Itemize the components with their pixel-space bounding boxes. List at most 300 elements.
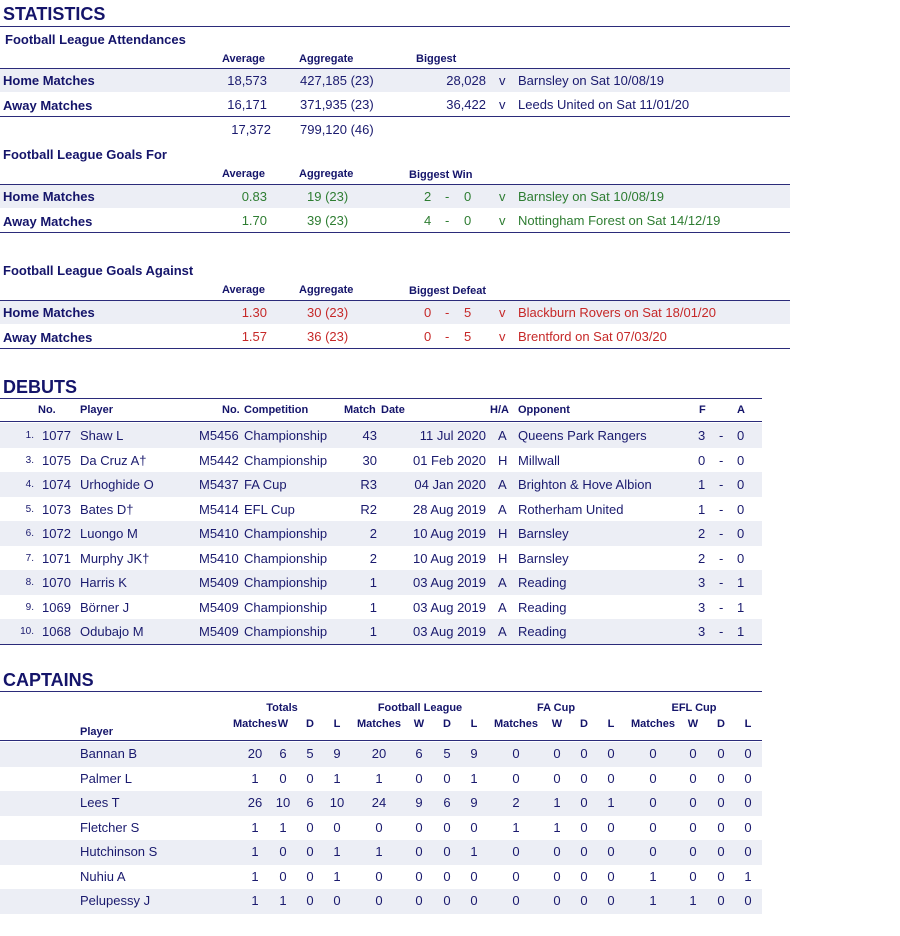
- stat-value: 0: [649, 795, 657, 810]
- opponent: Queens Park Rangers: [518, 428, 647, 443]
- stat-value: 10: [275, 795, 291, 810]
- average-value: 0.83: [241, 189, 267, 204]
- stat-value: 9: [470, 795, 478, 810]
- subheader-d: D: [443, 718, 451, 730]
- home-away: A: [498, 501, 507, 517]
- stat-value: 0: [744, 795, 752, 810]
- row-index: 4.: [25, 479, 34, 490]
- player-name: Da Cruz A†: [80, 452, 147, 468]
- stat-value: 0: [580, 819, 588, 835]
- score-dash: -: [719, 624, 724, 639]
- stat-value: 0: [717, 795, 725, 810]
- stat-value: 0: [607, 893, 615, 908]
- player-number: 1070: [42, 575, 71, 590]
- goals-for-average-header: Average: [222, 168, 266, 180]
- stat-value: 1: [607, 795, 615, 810]
- versus: v: [499, 213, 506, 228]
- match-detail: Nottingham Forest on Sat 14/12/19: [518, 213, 721, 228]
- home-away: H: [498, 452, 508, 468]
- captain-name: Nuhiu A: [80, 868, 126, 884]
- stat-value: 2: [512, 795, 520, 810]
- player-name: Odubajo M: [80, 624, 144, 639]
- stat-value: 0: [512, 893, 520, 908]
- attendance-biggest-header: Biggest: [416, 53, 457, 65]
- attendance-row-band: [0, 69, 790, 92]
- opponent: Rotherham United: [518, 501, 624, 517]
- subheader-matches: Matches: [232, 718, 278, 730]
- stat-value: 6: [279, 746, 287, 761]
- score-dash: -: [719, 526, 724, 541]
- stat-value: 0: [717, 770, 725, 786]
- stat-value: 9: [333, 746, 341, 761]
- subheader-l: L: [607, 718, 615, 730]
- header-f: F: [699, 404, 706, 416]
- stat-value: 0: [512, 770, 520, 786]
- stat-value: 0: [744, 893, 752, 908]
- stat-value: 1: [649, 868, 657, 884]
- stat-value: 0: [470, 893, 478, 908]
- stat-value: 0: [415, 819, 423, 835]
- home-away: H: [498, 526, 508, 541]
- row-index: 3.: [25, 454, 34, 466]
- match-number: M5409: [199, 624, 239, 639]
- score-for: 3: [698, 599, 706, 615]
- player-name: Urhoghide O: [80, 477, 154, 492]
- aggregate-value: 427,185 (23): [300, 73, 374, 88]
- match-round: 1: [369, 599, 377, 615]
- score-against: 0: [737, 526, 745, 541]
- stat-value: 1: [333, 844, 341, 859]
- match-detail: Barnsley on Sat 10/08/19: [518, 189, 664, 204]
- match-round: 1: [369, 575, 377, 590]
- home-away: A: [498, 575, 507, 590]
- header-ha: H/A: [490, 404, 509, 416]
- stat-value: 0: [415, 868, 423, 884]
- stat-value: 0: [306, 770, 314, 786]
- stat-value: 0: [580, 795, 588, 810]
- row-index: 1.: [25, 430, 34, 441]
- opponent: Reading: [518, 575, 567, 590]
- debuts-header-rule: [0, 421, 762, 422]
- competition: EFL Cup: [244, 501, 295, 517]
- score-against: 0: [737, 501, 745, 517]
- stat-value: 0: [689, 844, 697, 859]
- player-name: Börner J: [80, 599, 130, 615]
- row-label: Away Matches: [3, 330, 93, 345]
- row-index: 5.: [25, 503, 34, 515]
- header-opponent: Opponent: [518, 404, 570, 416]
- stat-value: 0: [607, 844, 615, 859]
- match-date: 03 Aug 2019: [412, 575, 486, 590]
- score-against: 0: [737, 428, 745, 443]
- stat-value: 0: [512, 844, 520, 859]
- debuts-title: DEBUTS: [3, 377, 78, 397]
- player-number: 1071: [42, 550, 71, 566]
- match-date: 28 Aug 2019: [412, 501, 486, 517]
- subheader-d: D: [580, 718, 588, 730]
- player-number: 1073: [42, 501, 71, 517]
- competition: Championship: [244, 624, 328, 639]
- stat-value: 0: [443, 844, 451, 859]
- score-dash: -: [719, 428, 724, 443]
- match-round: 2: [369, 526, 377, 541]
- competition: Championship: [244, 599, 328, 615]
- match-round: R2: [360, 501, 377, 517]
- aggregate-value: 30 (23): [307, 305, 349, 320]
- player-number: 1072: [42, 526, 71, 541]
- stat-value: 0: [607, 770, 615, 786]
- score-dash: -: [719, 452, 724, 468]
- score-dash: -: [719, 501, 724, 517]
- aggregate-value: 36 (23): [307, 329, 349, 344]
- stat-value: 0: [306, 844, 314, 859]
- stat-value: 0: [306, 893, 314, 908]
- stat-value: 0: [580, 770, 588, 786]
- stat-value: 0: [512, 868, 520, 884]
- home-away: A: [498, 477, 507, 492]
- stat-value: 0: [553, 746, 561, 761]
- stat-value: 0: [279, 868, 287, 884]
- stat-value: 0: [333, 819, 341, 835]
- row-index: 6.: [25, 528, 34, 539]
- captain-name: Bannan B: [80, 746, 138, 761]
- goals-against-aggregate-header: Aggregate: [299, 284, 354, 296]
- stat-value: 1: [375, 770, 383, 786]
- stat-value: 0: [689, 795, 697, 810]
- stat-value: 0: [375, 868, 383, 884]
- match-date: 10 Aug 2019: [412, 550, 486, 566]
- average-value: 18,573: [227, 73, 267, 88]
- stat-value: 0: [279, 770, 287, 786]
- stat-value: 0: [306, 868, 314, 884]
- stat-value: 0: [470, 868, 478, 884]
- stat-value: 0: [744, 770, 752, 786]
- stat-value: 0: [375, 819, 383, 835]
- stat-value: 0: [607, 746, 615, 761]
- goals-against-average-header: Average: [222, 284, 266, 296]
- header-player: Player: [80, 404, 114, 416]
- match-number: M5409: [199, 599, 239, 615]
- match-number: M5410: [199, 550, 239, 566]
- stat-value: 0: [744, 844, 752, 859]
- player-number: 1074: [42, 477, 71, 492]
- average-value: 1.30: [241, 305, 267, 320]
- goals-against-title: Football League Goals Against: [3, 263, 194, 278]
- group-efl-cup: EFL Cup: [671, 702, 717, 714]
- score-against: 5: [464, 305, 472, 320]
- home-away: A: [498, 428, 507, 443]
- match-round: 43: [362, 428, 377, 443]
- goals-against-biggest-header: Biggest Defeat: [409, 285, 487, 297]
- subheader-matches: Matches: [493, 718, 539, 730]
- score-dash: -: [445, 305, 450, 320]
- score-for: 3: [698, 624, 706, 639]
- score-against: 5: [464, 329, 472, 344]
- stat-value: 0: [689, 746, 697, 761]
- match-round: 2: [369, 550, 377, 566]
- score-for: 4: [424, 213, 432, 228]
- score-dash: -: [719, 550, 724, 566]
- score-for: 2: [698, 550, 706, 566]
- average-value: 1.57: [241, 329, 267, 344]
- competition: Championship: [244, 428, 328, 443]
- attendance-average-header: Average: [222, 53, 266, 65]
- stat-value: 0: [443, 868, 451, 884]
- stat-value: 0: [553, 770, 561, 786]
- stat-value: 1: [553, 819, 561, 835]
- opponent: Reading: [518, 624, 567, 639]
- stat-value: 0: [443, 893, 451, 908]
- stat-value: 6: [443, 795, 451, 810]
- captain-name: Pelupessy J: [80, 893, 151, 908]
- stat-value: 0: [717, 819, 725, 835]
- versus: v: [499, 305, 506, 320]
- stat-value: 1: [553, 795, 561, 810]
- captains-title: CAPTAINS: [3, 670, 94, 690]
- stat-value: 6: [306, 795, 314, 810]
- stat-value: 0: [415, 844, 423, 859]
- subheader-matches: Matches: [630, 718, 676, 730]
- versus: v: [499, 73, 506, 88]
- match-detail: Barnsley on Sat 10/08/19: [518, 73, 664, 88]
- aggregate-value: 39 (23): [307, 213, 349, 228]
- aggregate-value: 19 (23): [307, 189, 349, 204]
- header-player: Player: [80, 726, 114, 738]
- group-football-league: Football League: [377, 702, 463, 714]
- stat-value: 1: [512, 819, 520, 835]
- stat-value: 0: [744, 746, 752, 761]
- stat-value: 1: [744, 868, 752, 884]
- stat-value: 0: [553, 844, 561, 859]
- match-round: 1: [369, 624, 377, 639]
- versus: v: [499, 97, 506, 112]
- stat-value: 0: [689, 868, 697, 884]
- player-number: 1068: [42, 624, 71, 639]
- captains-header-rule: [0, 740, 762, 741]
- header-competition: Competition: [244, 404, 309, 416]
- stat-value: 1: [279, 819, 287, 835]
- stat-value: 0: [607, 868, 615, 884]
- score-against: 0: [464, 213, 472, 228]
- stat-value: 5: [306, 746, 314, 761]
- row-index: 7.: [25, 552, 34, 564]
- player-name: Shaw L: [80, 428, 124, 443]
- stat-value: 1: [251, 819, 259, 835]
- row-label: Home Matches: [3, 73, 95, 88]
- attendance-aggregate-header: Aggregate: [299, 53, 354, 65]
- stat-value: 20: [371, 746, 387, 761]
- stat-value: 0: [649, 819, 657, 835]
- opponent: Barnsley: [518, 550, 569, 566]
- subheader-w: W: [413, 718, 425, 730]
- stat-value: 0: [717, 868, 725, 884]
- score-for: 0: [424, 305, 432, 320]
- aggregate-value: 371,935 (23): [300, 97, 374, 112]
- stat-value: 0: [580, 746, 588, 761]
- stat-value: 0: [415, 893, 423, 908]
- score-for: 2: [424, 189, 432, 204]
- captain-name: Fletcher S: [80, 819, 140, 835]
- stat-value: 1: [251, 868, 259, 884]
- stat-value: 5: [443, 746, 451, 761]
- match-detail: Brentford on Sat 07/03/20: [518, 329, 667, 344]
- match-detail: Leeds United on Sat 11/01/20: [518, 97, 690, 112]
- home-away: A: [498, 624, 507, 639]
- score-against: 0: [737, 477, 745, 492]
- stat-value: 1: [251, 893, 259, 908]
- header-date: Date: [381, 404, 405, 416]
- subheader-d: D: [306, 718, 314, 730]
- stat-value: 0: [553, 868, 561, 884]
- score-dash: -: [719, 575, 724, 590]
- stat-value: 0: [553, 893, 561, 908]
- match-date: 03 Aug 2019: [412, 599, 486, 615]
- score-against: 1: [737, 624, 745, 639]
- header-a: A: [737, 404, 745, 416]
- statistics-rule: [0, 26, 790, 27]
- debuts-title-rule: [0, 398, 762, 399]
- opponent: Millwall: [518, 452, 560, 468]
- attendance-total-rule: [0, 116, 790, 117]
- stat-value: 1: [251, 770, 259, 786]
- stat-value: 9: [470, 746, 478, 761]
- score-against: 0: [464, 189, 472, 204]
- captain-name: Hutchinson S: [80, 844, 158, 859]
- stat-value: 0: [512, 746, 520, 761]
- row-label: Home Matches: [3, 305, 95, 320]
- competition: Championship: [244, 452, 328, 468]
- stat-value: 0: [580, 868, 588, 884]
- stat-value: 1: [279, 893, 287, 908]
- group-fa-cup: FA Cup: [536, 702, 576, 714]
- player-name: Murphy JK†: [80, 550, 150, 566]
- average-value: 16,171: [227, 97, 267, 112]
- header-match: Match: [344, 404, 376, 416]
- total-aggregate: 799,120 (46): [300, 122, 374, 137]
- stat-value: 0: [306, 819, 314, 835]
- player-number: 1069: [42, 599, 71, 615]
- player-name: Bates D†: [80, 501, 134, 517]
- score-for: 1: [698, 501, 706, 517]
- match-date: 11 Jul 2020: [419, 428, 486, 443]
- opponent: Reading: [518, 599, 567, 615]
- stat-value: 0: [443, 770, 451, 786]
- competition: Championship: [244, 526, 328, 541]
- home-away: A: [498, 599, 507, 615]
- score-for: 2: [698, 526, 706, 541]
- score-dash: -: [445, 189, 450, 204]
- goals-for-bottom-rule: [0, 232, 790, 233]
- stat-value: 0: [580, 844, 588, 859]
- stat-value: 1: [333, 868, 341, 884]
- stat-value: 0: [470, 819, 478, 835]
- match-date: 10 Aug 2019: [412, 526, 486, 541]
- stat-value: 24: [371, 795, 387, 810]
- score-dash: -: [719, 599, 724, 615]
- match-number: M5442: [199, 452, 239, 468]
- player-number: 1077: [42, 428, 71, 443]
- stat-value: 0: [333, 893, 341, 908]
- score-for: 0: [424, 329, 432, 344]
- score-dash: -: [445, 213, 450, 228]
- stat-value: 9: [415, 795, 423, 810]
- score-against: 1: [737, 575, 745, 590]
- match-number: M5437: [199, 477, 239, 492]
- captain-name: Palmer L: [80, 770, 133, 786]
- captain-name: Lees T: [80, 795, 120, 810]
- opponent: Barnsley: [518, 526, 569, 541]
- competition: FA Cup: [244, 477, 287, 492]
- score-for: 3: [698, 575, 706, 590]
- stat-value: 0: [649, 844, 657, 859]
- goals-for-title: Football League Goals For: [3, 147, 167, 162]
- stat-value: 0: [717, 844, 725, 859]
- score-against: 0: [737, 452, 745, 468]
- score-dash: -: [719, 477, 724, 492]
- stat-value: 6: [415, 746, 423, 761]
- subheader-l: L: [333, 718, 341, 730]
- stat-value: 1: [333, 770, 341, 786]
- match-round: 30: [362, 452, 377, 468]
- match-number: M5409: [199, 575, 239, 590]
- biggest-value: 28,028: [446, 73, 486, 88]
- match-number: M5410: [199, 526, 239, 541]
- versus: v: [499, 189, 506, 204]
- match-date: 03 Aug 2019: [412, 624, 486, 639]
- versus: v: [499, 329, 506, 344]
- debuts-bottom-rule: [0, 644, 762, 645]
- player-number: 1075: [42, 452, 71, 468]
- goals-for-row-band: [0, 185, 790, 208]
- stat-value: 26: [247, 795, 263, 810]
- match-date: 01 Feb 2020: [412, 452, 486, 468]
- goals-against-bottom-rule: [0, 348, 790, 349]
- subheader-w: W: [277, 718, 289, 730]
- stat-value: 1: [649, 893, 657, 908]
- stat-value: 1: [251, 844, 259, 859]
- match-round: R3: [360, 477, 377, 492]
- competition: Championship: [244, 550, 328, 566]
- row-label: Away Matches: [3, 214, 93, 229]
- stat-value: 10: [329, 795, 345, 810]
- subheader-d: D: [717, 718, 725, 730]
- statistics-title: STATISTICS: [3, 4, 106, 24]
- opponent: Brighton & Hove Albion: [518, 477, 652, 492]
- stat-value: 1: [470, 770, 478, 786]
- stat-value: 20: [247, 746, 263, 761]
- player-name: Luongo M: [80, 526, 138, 541]
- stat-value: 0: [649, 746, 657, 761]
- match-number: M5414: [199, 501, 239, 517]
- attendance-title: Football League Attendances: [5, 32, 186, 47]
- subheader-w: W: [687, 718, 699, 730]
- stat-value: 0: [607, 819, 615, 835]
- stat-value: 0: [689, 819, 697, 835]
- match-number: M5456: [199, 428, 239, 443]
- score-for: 1: [698, 477, 706, 492]
- goals-for-aggregate-header: Aggregate: [299, 168, 354, 180]
- stat-value: 1: [689, 893, 697, 908]
- goals-for-biggest-header: Biggest Win: [409, 169, 473, 181]
- score-against: 1: [737, 599, 745, 615]
- stat-value: 0: [375, 893, 383, 908]
- stat-value: 0: [717, 893, 725, 908]
- stat-value: 0: [717, 746, 725, 761]
- subheader-w: W: [551, 718, 563, 730]
- row-index: 9.: [25, 601, 34, 613]
- stat-value: 0: [649, 770, 657, 786]
- subheader-matches: Matches: [356, 718, 402, 730]
